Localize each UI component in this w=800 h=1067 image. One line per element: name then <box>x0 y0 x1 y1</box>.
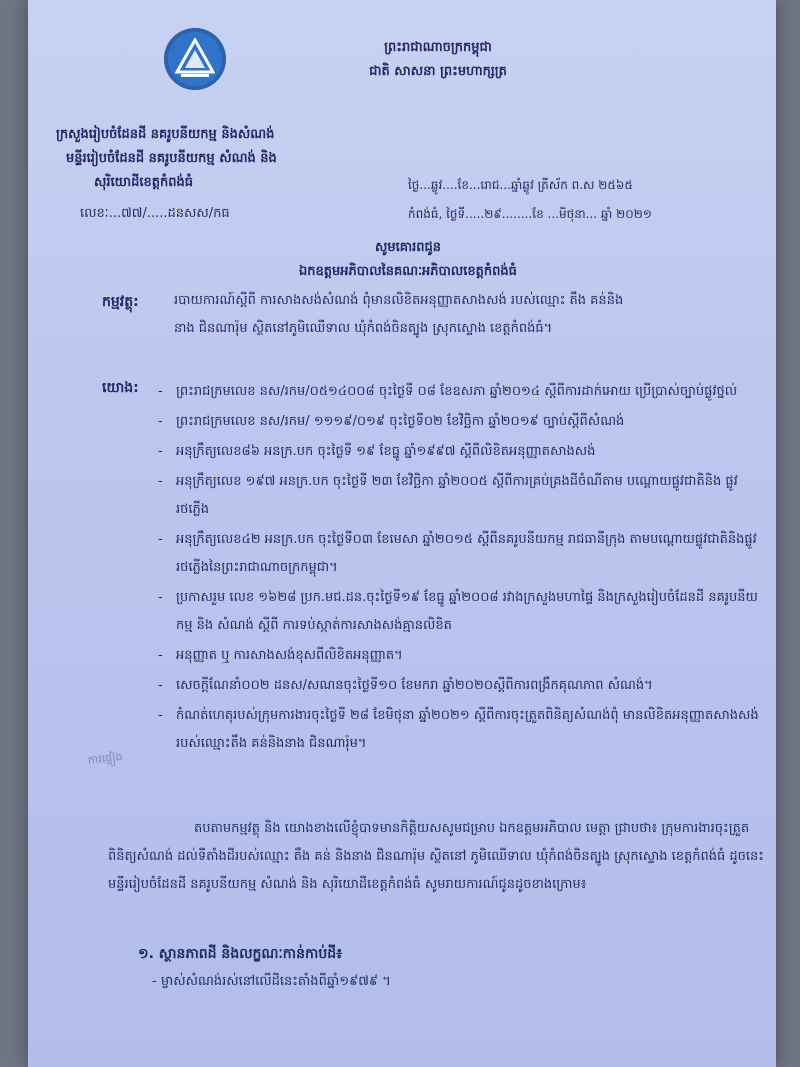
reference-item: - អនុក្រឹត្យលេខ៨៦ អនក្រ.បក ចុះថ្ងៃទី ១៩ ខែធ្នូ ឆ្នាំ១៩៩៧ ស្តីពីលិខិតអនុញ្ញាតសាងសង់ <box>158 444 596 459</box>
reference-item: - អនុក្រឹត្យលេខ៤២ អនក្រ.បក ចុះថ្ងៃទី០៣ ខែមេសា ឆ្នាំ២០១៥ ស្តីពីនគរូបនីយកម្ម រាជធានីក្រុង តាមបណ្តោយផ្លូវជាតិនិងផ្លូវរថភ្លើងនៃព្រះរាជាណាចក្រកម្ពុជា។ <box>158 532 757 575</box>
subject-line-2: នាង ជិនណារ៉ុម ស្ថិតនៅភូមិឈើទាល ឃុំកំពង់ចិនត្បូង ស្រុកស្ទោង ខេត្តកំពង់ធំ។ <box>174 321 553 336</box>
reference-item: - កំណត់ហេតុរបស់ក្រុមការងារចុះថ្ងៃទី ២៨ ខែមិថុនា ឆ្នាំ២០២១ ស្តីពីការចុះត្រួតពិនិត្យសំណង់ពុំ មានលិខិតអនុញ្ញាតសាងសង់របស់ឈ្មោះតឹង គន់និងនាង ជិនណារ៉ុម។ <box>158 708 759 751</box>
section-heading-1: ១. ស្ថានភាពដី និងលក្ខណៈកាន់កាប់ដី៖ <box>138 946 343 962</box>
reference-item: - អនុក្រឹត្យលេខ ១៩៧ អនក្រ.បក ចុះថ្ងៃទី ២៣ ខែវិច្ឆិកា ឆ្នាំ២០០៥ ស្តីពីការគ្រប់គ្រងដីចំណីតាម បណ្តោយផ្លូវជាតិនិង ផ្លូវរថភ្លើង <box>158 474 738 517</box>
reference-item: - ព្រះរាជក្រមលេខ នស/រកម/ ១១១៩/០១៩ ចុះថ្ងៃទី០២ ខែវិច្ឆិកា ឆ្នាំ២០១៩ ច្បាប់ស្តីពីសំណង់ <box>158 414 625 429</box>
department-province: សុរិយោដីខេត្តកំពង់ធំ <box>94 175 194 190</box>
reference-item: - ព្រះរាជក្រមលេខ នស/រកម/០៥១៤០០៨ ចុះថ្ងៃទី ០៨ ខែឧសភា ឆ្នាំ២០១៤ ស្តីពីការដាក់អោយ ប្រើប្រាស់ច្បាប់ផ្លូវថ្នល់ <box>158 384 738 399</box>
subject-line-1: របាយការណ៍ស្តីពី ការសាងសង់សំណង់ ពុំមានលិខិតអនុញ្ញាតសាងសង់ របស់ឈ្មោះ តឹង គន់និង <box>174 293 624 308</box>
reference-item: - ប្រកាសរួម លេខ ១៦២៨ ប្រក.មជ.ដន.ចុះថ្ងៃទី១៩ ខែធ្នូ ឆ្នាំ២០០៨ រវាងក្រសួងមហាផ្ទៃ និងក្រសួងរៀបចំដែនដី នគរូបនីយកម្ម និង សំណង់ ស្តីពី ការទប់ស្កាត់ការសាងសង់គ្មានលិខិត <box>158 590 758 633</box>
body-paragraph: តបតាមកម្មវត្ថុ និង យោងខាងលើខ្ញុំបាទមានកិត្តិយសសូមជម្រាប ឯកឧត្តមអភិបាល មេត្តា ជ្រាបថា៖ ក្រុមការងារចុះត្រួតពិនិត្យសំណង់ ដល់ទីតាំងដីរបស់ឈ្មោះ តឹង គន់ និងនាង ជិនណារ៉ុម ស្ថិតនៅ ភូមិឈើទាល ឃុំកំពង់ចិនត្បូង ស្រុកស្ទោង ខេត្តកំពង់ធំ ដូចនេះ មន្ទីររៀបចំដែនដី នគរូបនីយកម្ម សំណង់ និង សុរិយោដីខេត្តកំពង់ធំ សូមរាយការណ៍ជូនដូចខាងក្រោម៖ <box>108 821 764 892</box>
solar-date: កំពង់ធំ, ថ្ងៃទី.....២៩........ខែ ...មិថុនា... ឆ្នាំ ២០២១ <box>408 207 652 221</box>
department-name: មន្ទីររៀបចំដែនដី នគរូបនីយកម្ម សំណង់ និង <box>66 151 277 166</box>
recipient-title: ឯកឧត្តមអភិបាលនៃគណៈអភិបាលខេត្តកំពង់ធំ <box>299 264 517 279</box>
kingdom-title: ព្រះរាជាណាចក្រកម្ពុជា <box>384 40 492 55</box>
reference-item: - សេចក្តីណែនាំ០០២ ដនស/សណនចុះថ្ងៃទី១០ ខែមករា ឆ្នាំ២០២០ស្តីពីការពង្រឹកគុណភាព សំណង់។ <box>158 678 653 693</box>
salutation: សូមគោរពជូន <box>374 240 441 255</box>
reference-item: - អនុញ្ញាត ឬ ការសាងសង់ខុសពីលិខិតអនុញ្ញាត។ <box>158 648 403 663</box>
reference-number: លេខៈ...៧៧/.....ដនសស/កធ <box>80 206 230 221</box>
subject-label: កម្មវត្ថុ: <box>102 294 139 310</box>
section-1-item: - ម្ចាស់សំណង់រស់នៅលើដីនេះតាំងពីឆ្នាំ១៩៧៩ ។ <box>152 974 391 989</box>
references-label: យោង: <box>102 380 139 396</box>
lunar-date: ថ្ងៃ...ឆ្លូវ....ខែ...រោជ...ឆ្នាំឆ្លូវ ត្រីស័ក ព.ស ២៥៦៥ <box>408 178 633 192</box>
document-page <box>28 0 776 1067</box>
national-motto: ជាតិ សាសនា ព្រះមហាក្សត្រ <box>369 64 507 79</box>
margin-note: ការផ្ទៀង <box>87 750 124 767</box>
ministry-name: ក្រសួងរៀបចំដែនដី នគរូបនីយកម្ម និងសំណង់ <box>56 127 275 142</box>
references-list <box>158 378 768 760</box>
ministry-logo <box>164 28 226 90</box>
